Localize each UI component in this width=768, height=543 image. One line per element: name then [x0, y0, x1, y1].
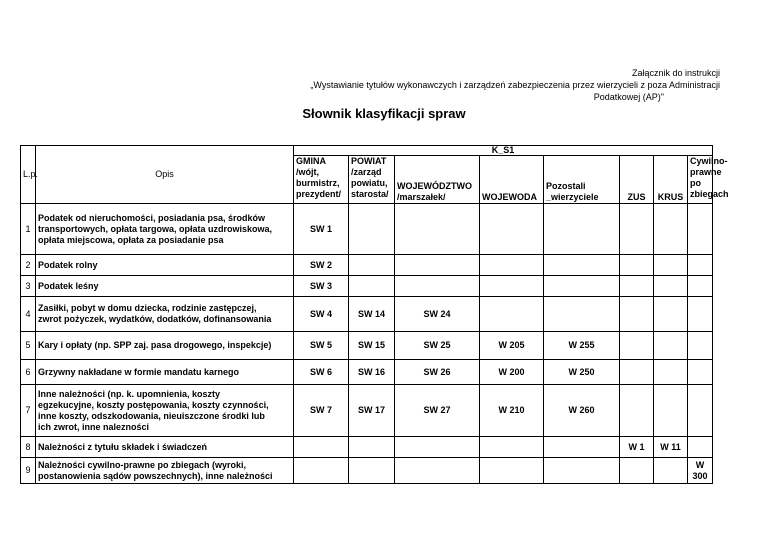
row-pozostali: W 250	[544, 360, 620, 385]
row-opis: Grzywny nakładane w formie mandatu karnego	[36, 360, 294, 385]
row-cywilno	[688, 204, 713, 255]
row-zus: W 1	[620, 437, 654, 458]
row-wojewodztwo	[395, 437, 480, 458]
row-opis: Zasiłki, pobyt w domu dziecka, rodzinie zastępczej, zwrot pożyczek, wydatków, dodatków, dofinansowania	[36, 297, 294, 332]
table-row	[21, 437, 713, 458]
row-lp: 2	[21, 255, 36, 276]
row-krus	[654, 255, 688, 276]
row-lp: 9	[21, 458, 36, 484]
table-row	[21, 332, 713, 360]
row-powiat: SW 17	[349, 385, 395, 437]
row-zus	[620, 332, 654, 360]
row-zus	[620, 276, 654, 297]
row-cywilno	[688, 255, 713, 276]
header-cywilno: Cywilno- prawne po zbiegach	[688, 156, 713, 204]
table-row	[21, 255, 713, 276]
classification-table	[20, 145, 729, 484]
row-gmina: SW 2	[294, 255, 349, 276]
row-wojewodztwo: SW 26	[395, 360, 480, 385]
header-wojewodztwo: WOJEWÓDZTWO /marszałek/	[395, 156, 480, 204]
table-row	[21, 276, 713, 297]
row-powiat: SW 14	[349, 297, 395, 332]
row-gmina: SW 3	[294, 276, 349, 297]
row-powiat	[349, 255, 395, 276]
row-wojewoda	[480, 437, 544, 458]
row-zus	[620, 458, 654, 484]
row-opis: Należności cywilno-prawne po zbiegach (wyroki, postanowienia sądów powszechnych), inne należności	[36, 458, 294, 484]
header-lp: L.p.	[21, 146, 36, 204]
header-krus: KRUS	[654, 156, 688, 204]
row-wojewoda	[480, 458, 544, 484]
row-krus	[654, 385, 688, 437]
row-pozostali	[544, 437, 620, 458]
row-cywilno	[688, 437, 713, 458]
row-wojewodztwo	[395, 255, 480, 276]
row-krus	[654, 360, 688, 385]
row-wojewoda	[480, 276, 544, 297]
row-krus	[654, 297, 688, 332]
row-opis: Podatek rolny	[36, 255, 294, 276]
header-wojewoda: WOJEWODA	[480, 156, 544, 204]
row-gmina: SW 4	[294, 297, 349, 332]
row-gmina	[294, 437, 349, 458]
row-wojewoda: W 210	[480, 385, 544, 437]
row-wojewodztwo	[395, 458, 480, 484]
row-opis: Inne należności (np. k. upomnienia, koszty egzekucyjne, koszty postępowania, koszty czynności, inne koszty, odszkodowania, nieuiszczone środki lub ich zwrot, inne nalezności	[36, 385, 294, 437]
row-krus	[654, 204, 688, 255]
table-row	[21, 360, 713, 385]
row-lp: 8	[21, 437, 36, 458]
row-gmina: SW 6	[294, 360, 349, 385]
row-zus	[620, 360, 654, 385]
header-zus: ZUS	[620, 156, 654, 204]
row-lp: 6	[21, 360, 36, 385]
row-pozostali: W 255	[544, 332, 620, 360]
header-powiat: POWIAT /zarząd powiatu, starosta/	[349, 156, 395, 204]
row-wojewodztwo	[395, 276, 480, 297]
row-lp: 3	[21, 276, 36, 297]
row-pozostali	[544, 458, 620, 484]
row-wojewoda	[480, 255, 544, 276]
table-row	[21, 458, 713, 484]
header-opis: Opis	[36, 146, 294, 204]
table-row	[21, 297, 713, 332]
row-lp: 1	[21, 204, 36, 255]
row-powiat: SW 16	[349, 360, 395, 385]
header-group-ks1: K_S1	[294, 146, 713, 156]
row-krus: W 11	[654, 437, 688, 458]
row-lp: 7	[21, 385, 36, 437]
row-powiat	[349, 276, 395, 297]
table-row	[21, 204, 713, 255]
row-zus	[620, 255, 654, 276]
row-gmina: SW 5	[294, 332, 349, 360]
row-krus	[654, 276, 688, 297]
row-opis: Kary i opłaty (np. SPP zaj. pasa drogowego, inspekcje)	[36, 332, 294, 360]
row-cywilno: W 300	[688, 458, 713, 484]
row-wojewodztwo	[395, 204, 480, 255]
row-wojewoda: W 205	[480, 332, 544, 360]
row-wojewoda	[480, 204, 544, 255]
row-powiat: SW 15	[349, 332, 395, 360]
row-gmina: SW 7	[294, 385, 349, 437]
row-wojewoda	[480, 297, 544, 332]
header-pozostali: Pozostali _wierzyciele	[544, 156, 620, 204]
header-gmina: GMINA /wójt, burmistrz, prezydent/	[294, 156, 349, 204]
annex-line-1: Załącznik do instrukcji	[631, 68, 720, 78]
row-powiat	[349, 204, 395, 255]
row-cywilno	[688, 360, 713, 385]
row-wojewodztwo: SW 25	[395, 332, 480, 360]
annex-line-2: „Wystawianie tytułów wykonawczych i zarządzeń zabezpieczenia przez wierzycieli z poza Administracji	[310, 80, 720, 90]
row-cywilno	[688, 297, 713, 332]
row-zus	[620, 204, 654, 255]
document-title: Słownik klasyfikacji spraw	[302, 106, 466, 121]
row-powiat	[349, 437, 395, 458]
row-pozostali	[544, 255, 620, 276]
annex-line-3: Podatkowej (AP)"	[593, 92, 664, 102]
row-cywilno	[688, 276, 713, 297]
row-opis: Należności z tytułu składek i świadczeń	[36, 437, 294, 458]
row-krus	[654, 332, 688, 360]
row-pozostali: W 260	[544, 385, 620, 437]
row-gmina: SW 1	[294, 204, 349, 255]
row-cywilno	[688, 332, 713, 360]
row-powiat	[349, 458, 395, 484]
row-lp: 4	[21, 297, 36, 332]
row-opis: Podatek od nieruchomości, posiadania psa, środków transportowych, opłata targowa, opłata uzdrowiskowa, opłata miejscowa, opłata za posiadanie psa	[36, 204, 294, 255]
row-gmina	[294, 458, 349, 484]
row-lp: 5	[21, 332, 36, 360]
row-wojewodztwo: SW 24	[395, 297, 480, 332]
row-pozostali	[544, 297, 620, 332]
row-wojewodztwo: SW 27	[395, 385, 480, 437]
table-row	[21, 385, 713, 437]
row-wojewoda: W 200	[480, 360, 544, 385]
row-pozostali	[544, 276, 620, 297]
row-opis: Podatek leśny	[36, 276, 294, 297]
row-krus	[654, 458, 688, 484]
row-zus	[620, 297, 654, 332]
row-cywilno	[688, 385, 713, 437]
row-zus	[620, 385, 654, 437]
row-pozostali	[544, 204, 620, 255]
